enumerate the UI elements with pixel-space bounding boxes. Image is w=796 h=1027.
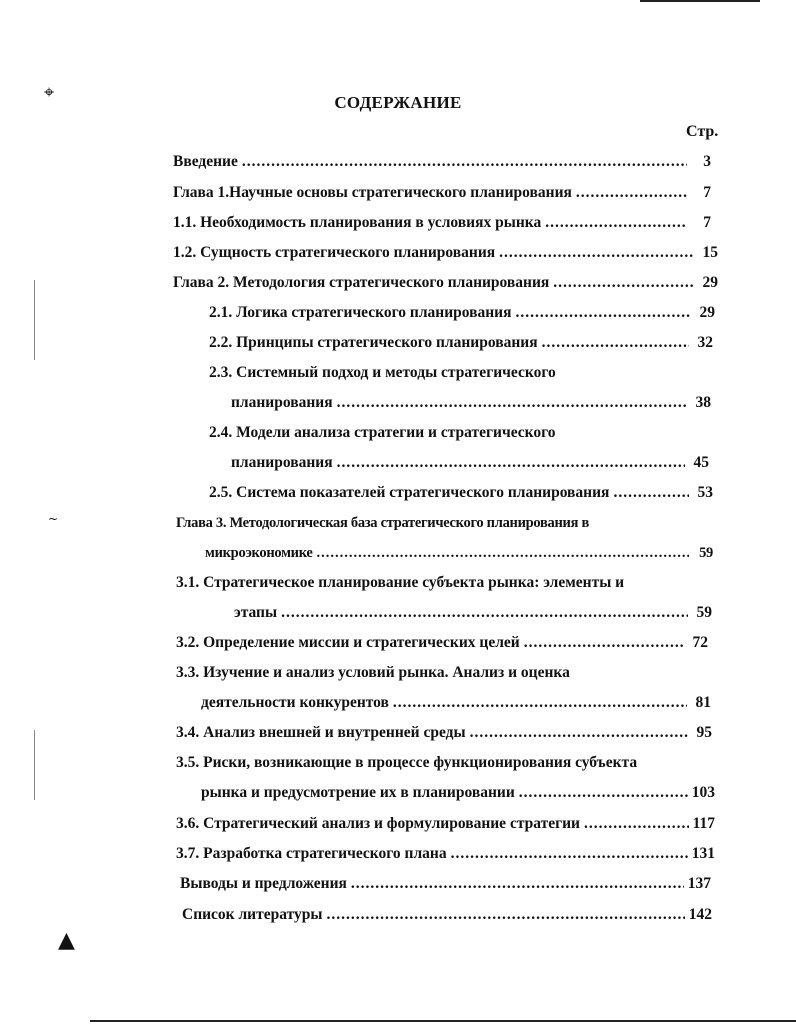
toc-leader [545,212,687,234]
scan-edge-top [640,0,760,2]
toc-entry-page: 137 [687,875,711,892]
toc-entry [176,752,637,774]
toc-entry-label: 3.6. Стратегический анализ и формулирование стратегии [176,815,580,832]
toc-entry [176,662,570,684]
toc-entry-page: 29 [699,304,715,321]
toc-entry-label: 3.4. Анализ внешней и внутренней среды [176,724,466,741]
scan-margin-line [34,730,35,800]
toc-entry-page: 45 [693,454,709,471]
toc-entry-label: этапы [234,604,278,621]
toc-entry [176,512,589,534]
toc-entry-label: 1.1. Необходимость планирования в условиях рынка [173,214,542,231]
toc-entry-label: рынка и предусмотрение их в планировании [201,784,515,801]
scan-blot-icon: ▲ [58,928,75,953]
toc-entry-page: 7 [703,184,711,201]
toc-entry-label: 2.5. Система показателей стратегического планирования [209,484,610,501]
toc-entry-label: Введение [173,153,238,170]
toc-leader [337,392,687,414]
toc-entry-page: 53 [697,484,713,501]
toc-entry-page: 38 [695,394,711,411]
toc-leader [576,182,687,204]
toc-leader [553,272,694,294]
toc-entry [173,182,711,204]
toc-entry [209,362,556,384]
toc-entry-page: 3 [703,153,711,170]
toc-entry-label: 1.2. Сущность стратегического планирования [173,244,496,261]
toc-entry-page: 131 [691,845,715,862]
toc-leader [515,302,691,324]
toc-entry-continuation [205,542,713,564]
toc-entry-label: Список литературы [182,906,323,923]
toc-entry-page: 95 [696,724,712,741]
toc-entry-label: 3.7. Разработка стратегического плана [176,845,447,862]
toc-leader [499,242,694,264]
toc-entry [209,332,713,354]
scan-speck-icon: ⌖ [44,82,55,103]
toc-leader [519,782,688,804]
toc-entry [176,632,708,654]
toc-entry-label: 2.1. Логика стратегического планирования [209,304,512,321]
toc-entry-label: Глава 2. Методология стратегического планирования [173,274,550,291]
toc-entry [176,572,624,594]
toc-entry [176,722,712,744]
page-title: СОДЕРЖАНИЕ [334,93,462,112]
toc-entry-page: 59 [699,545,713,561]
toc-entry-label: планирования [231,454,333,471]
toc-leader [326,904,684,926]
toc-entry-continuation [231,452,709,474]
toc-entry-label: 2.2. Принципы стратегического планирования [209,334,538,351]
toc-entry [173,212,711,234]
toc-leader [393,692,687,714]
toc-entry [209,482,713,504]
scan-edge-bottom [90,1020,796,1022]
toc-entry [182,904,712,926]
toc-entry-continuation [201,692,711,714]
toc-entry-page: 81 [695,694,711,711]
toc-leader [242,151,687,173]
toc-entry [173,272,718,294]
toc-entry [176,843,715,865]
toc-leader [351,873,684,895]
toc-entry-page: 59 [696,604,712,621]
toc-leader [470,722,688,744]
toc-entry-page: 15 [702,244,718,261]
toc-leader [337,452,685,474]
toc-leader [584,813,689,835]
toc-entry-page: 7 [703,214,711,231]
toc-entry-label: Глава 1.Научные основы стратегического планирования [173,184,572,201]
toc-entry-label: 3.5. Риски, возникающие в процессе функционирования субъекта [176,754,638,771]
toc-entry-page: 72 [692,634,708,651]
toc-leader [613,482,689,504]
toc-entry-continuation [231,392,711,414]
scan-speck-icon: ~ [48,512,59,526]
toc-entry-page: 103 [691,784,715,801]
toc-entry-label: микроэкономике [205,545,313,561]
toc-entry [180,873,711,895]
toc-entry-page: 32 [697,334,713,351]
toc-entry-label: 3.3. Изучение и анализ условий рынка. Анализ и оценка [176,664,570,681]
toc-entry-label: 2.4. Модели анализа стратегии и стратегического [209,424,556,441]
toc-entry-label: Выводы и предложения [180,875,347,892]
toc-entry-label: 3.1. Стратегическое планирование субъекта рынка: элементы и [176,574,625,591]
toc-entry-label: Глава 3. Методологическая база стратегического планирования в [176,515,589,531]
toc-entry-label: планирования [231,394,333,411]
toc-leader [281,602,688,624]
toc-entry-page: 142 [688,906,712,923]
toc-entry-label: деятельности конкурентов [201,694,389,711]
toc-leader [524,632,684,654]
toc-entry-label: 3.2. Определение миссии и стратегических целей [176,634,520,651]
toc-leader [451,843,688,865]
scan-margin-line [34,280,35,360]
toc-entry [173,242,718,264]
toc-leader [317,542,689,564]
toc-entry-page: 117 [692,815,715,832]
toc-entry-label: 2.3. Системный подход и методы стратегического [209,364,556,381]
page-column-label: Стр. [686,123,719,140]
toc-entry-continuation [234,602,712,624]
toc-entry-continuation [201,782,715,804]
toc-entry [209,302,715,324]
toc-entry [209,422,556,444]
toc-entry [176,813,715,835]
toc-leader [542,332,689,354]
toc-entry-page: 29 [702,274,718,291]
toc-entry [173,151,711,173]
